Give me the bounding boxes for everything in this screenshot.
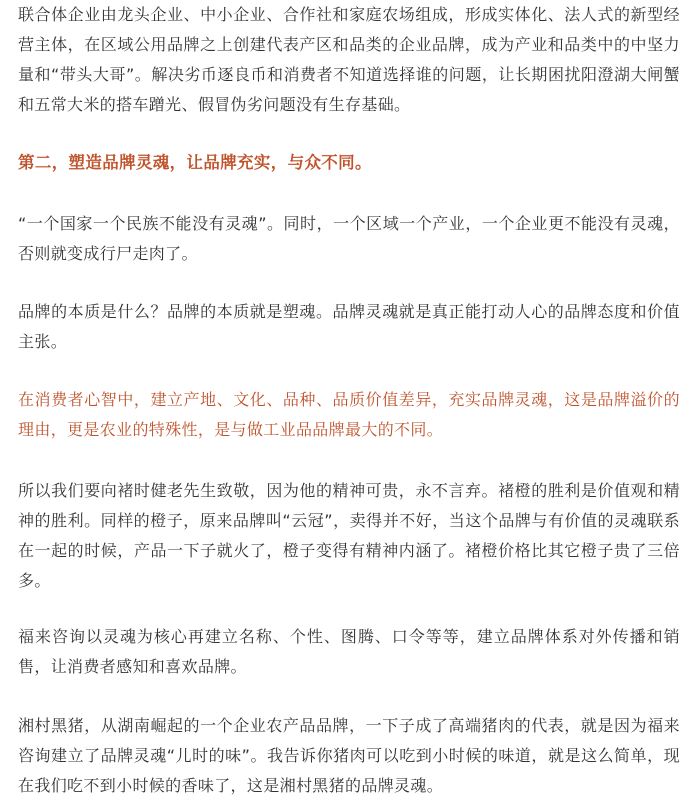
paragraph-consortium: 联合体企业由龙头企业、中小企业、合作社和家庭农场组成，形成实体化、法人式的新型经营主体，在区域公用品牌之上创建代表产区和品类的企业品牌，成为产业和品类中的中坚力量和“带头大哥”。解决劣币逐良币和消费者不知道选择谁的问题，让长期困扰阳澄湖大闸蟹和五常大米的搭车蹭光、假冒伪劣问题没有生存基础。 [18,5,680,114]
paragraph-brand-essence: 品牌的本质是什么？品牌的本质就是塑魂。品牌灵魂就是真正能打动人心的品牌态度和价值主张。 [18,302,680,351]
paragraph-chu-orange: 所以我们要向褚时健老先生致敬，因为他的精神可贵，永不言弃。褚橙的胜利是价值观和精神的胜利。同样的橙子，原来品牌叫“云冠”，卖得并不好，当这个品牌与有价值的灵魂联系在一起的时候，产品一下子就火了，橙子变得有精神内涵了。褚橙价格比其它橙子贵了三倍多。 [18,481,680,590]
paragraph-value-difference: 在消费者心智中，建立产地、文化、品种、品质价值差异，充实品牌灵魂，这是品牌溢价的理由，更是农业的特殊性，是与做工业品品牌最大的不同。 [18,390,680,439]
paragraph-xiangcun-pig: 湘村黑猪，从湖南崛起的一个企业农产品品牌，一下子成了高端猪肉的代表，就是因为福来咨询建立了品牌灵魂“儿时的味”。我告诉你猪肉可以吃到小时候的味道，就是这么简单，现在我们吃不到小时候的香味了，这是湘村黑猪的品牌灵魂。 [18,716,680,795]
section-heading-brand-soul: 第二，塑造品牌灵魂，让品牌充实，与众不同。 [18,153,372,172]
paragraph-fulai-consulting: 福来咨询以灵魂为核心再建立名称、个性、图腾、口令等等，建立品牌体系对外传播和销售，让消费者感知和喜欢品牌。 [18,627,680,676]
paragraph-nation-soul: “一个国家一个民族不能没有灵魂”。同时，一个区域一个产业，一个企业更不能没有灵魂，否则就变成行尸走肉了。 [18,214,680,263]
